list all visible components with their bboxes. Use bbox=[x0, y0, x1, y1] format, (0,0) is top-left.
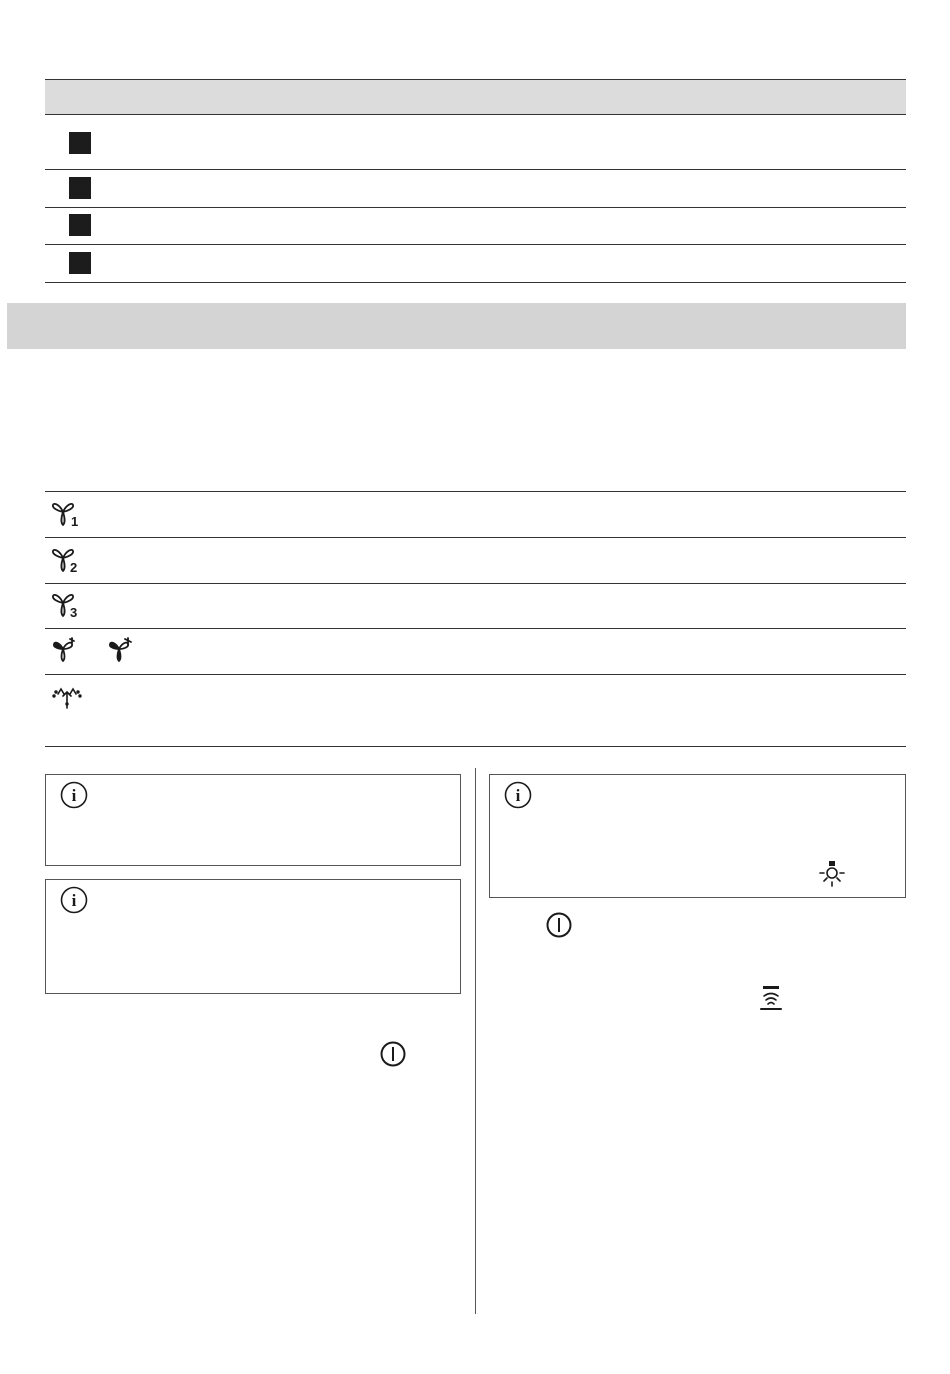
info-icon bbox=[60, 781, 88, 809]
fan-speed-1-icon bbox=[50, 499, 84, 529]
steam-icon bbox=[50, 682, 84, 710]
key-marker-4 bbox=[69, 252, 91, 274]
svg-text:i: i bbox=[71, 786, 77, 805]
light-icon bbox=[818, 859, 846, 889]
svg-text:i: i bbox=[515, 786, 521, 805]
key-row-divider bbox=[45, 169, 906, 170]
info-box bbox=[489, 774, 906, 898]
svg-text:3: 3 bbox=[70, 605, 78, 620]
symbols-divider bbox=[45, 746, 906, 747]
key-marker-2 bbox=[69, 177, 91, 199]
key-table-header bbox=[45, 79, 906, 115]
key-row-divider bbox=[45, 282, 906, 283]
column-divider bbox=[475, 768, 476, 1314]
symbols-divider bbox=[45, 491, 906, 492]
fan-speed-3-icon bbox=[50, 590, 84, 620]
key-row-divider bbox=[45, 207, 906, 208]
fan-speed-2-icon bbox=[50, 545, 84, 575]
fan-boost-icon bbox=[106, 637, 136, 665]
key-row-divider bbox=[45, 244, 906, 245]
key-table bbox=[45, 79, 906, 283]
symbols-divider bbox=[45, 674, 906, 675]
info-icon bbox=[60, 886, 88, 914]
info-icon bbox=[504, 781, 532, 809]
hob-to-hood-icon bbox=[758, 984, 784, 1012]
svg-text:i: i bbox=[71, 891, 77, 910]
power-icon bbox=[379, 1040, 407, 1068]
section-bar bbox=[7, 303, 906, 349]
symbols-divider bbox=[45, 537, 906, 538]
key-marker-3 bbox=[69, 214, 91, 236]
svg-text:2: 2 bbox=[70, 560, 78, 575]
symbols-divider bbox=[45, 583, 906, 584]
info-box bbox=[45, 774, 461, 866]
power-icon bbox=[545, 911, 573, 939]
fan-boost-icon bbox=[50, 637, 80, 665]
symbols-divider bbox=[45, 628, 906, 629]
key-marker-1 bbox=[69, 132, 91, 154]
info-box bbox=[45, 879, 461, 994]
svg-text:1: 1 bbox=[71, 514, 79, 529]
